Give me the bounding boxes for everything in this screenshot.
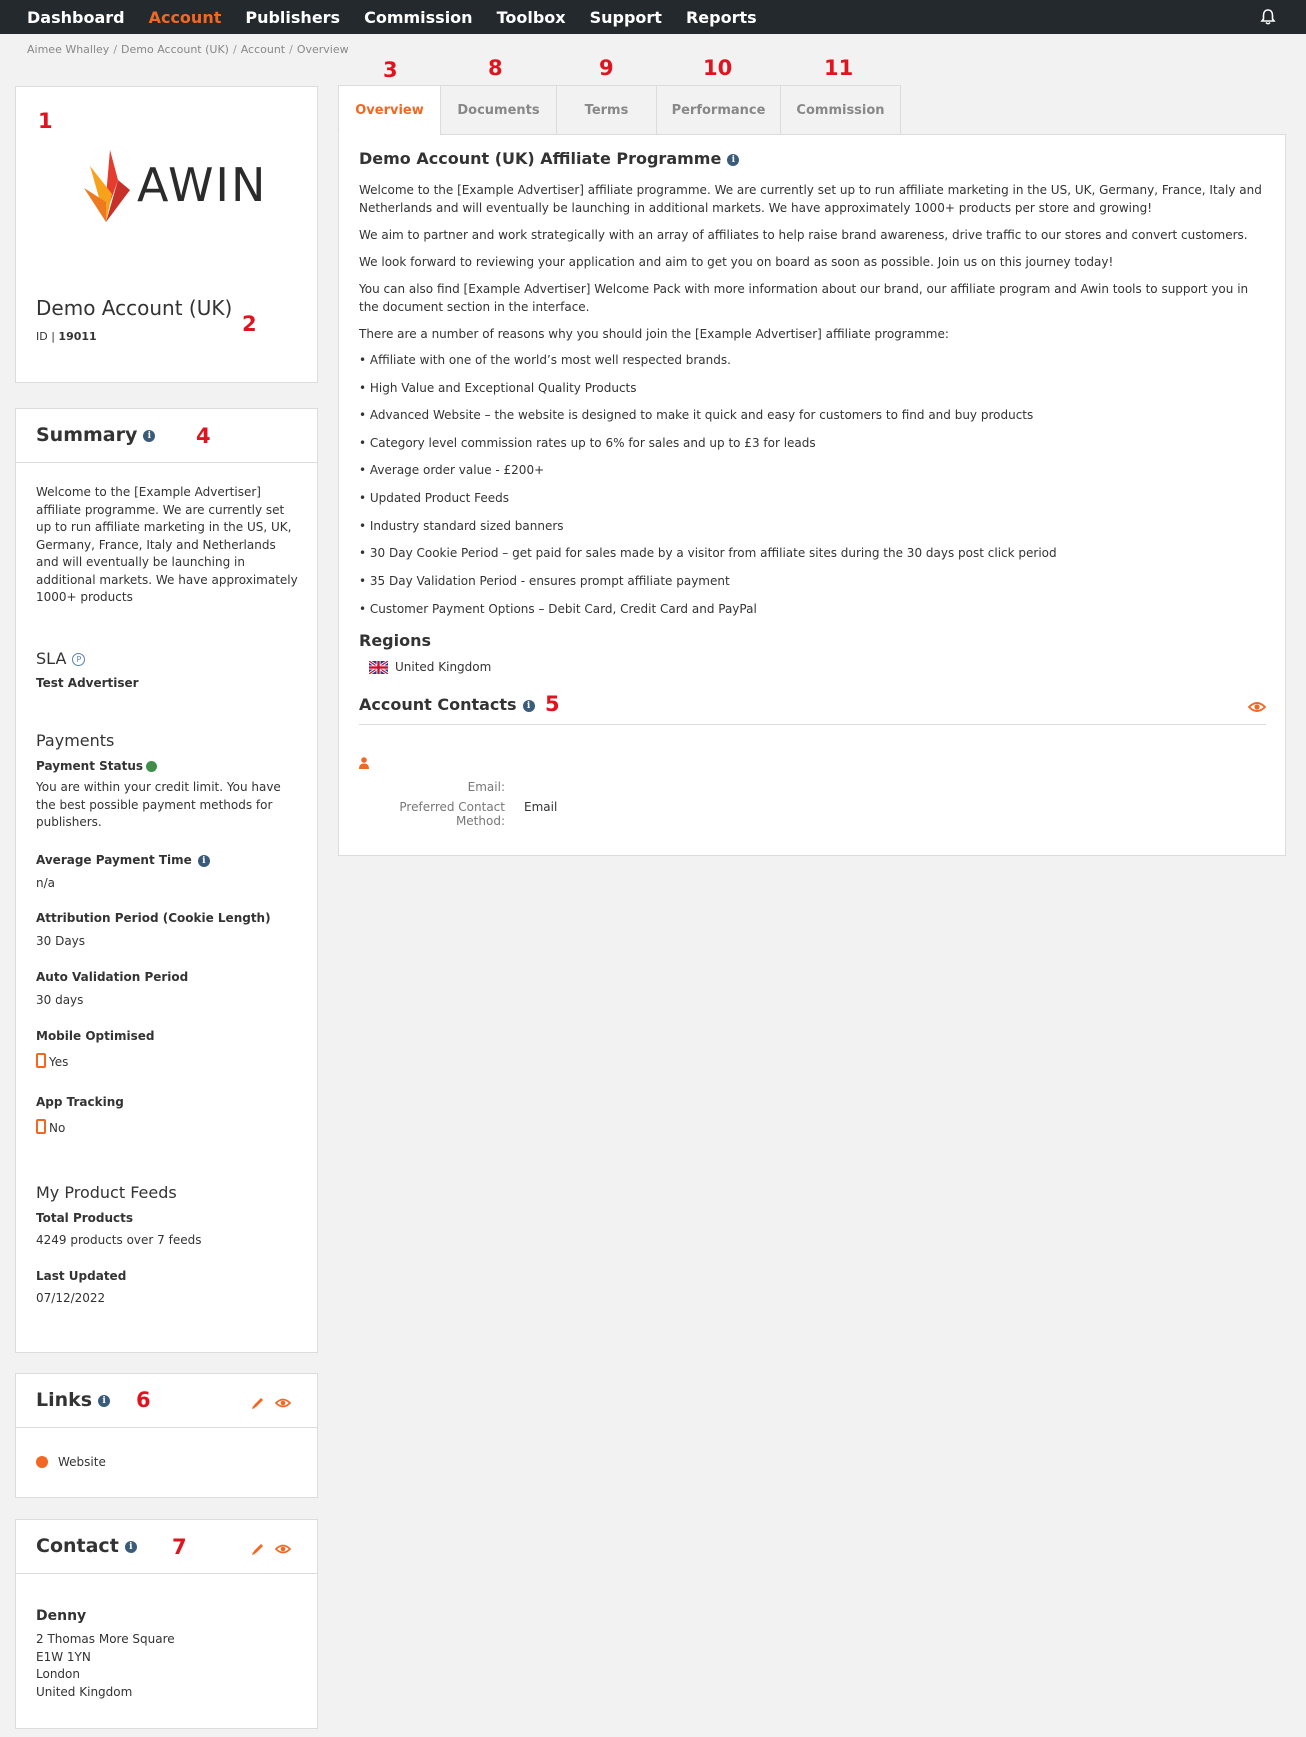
overview-paragraph: We look forward to reviewing your application and aim to get you on board as soon as possible. Join us on this journey today! — [359, 255, 1114, 269]
globe-icon — [36, 1456, 48, 1468]
account-id-label: ID | — [36, 330, 55, 343]
preferred-contact-value: Email — [524, 800, 558, 814]
annotation-9: 9 — [599, 56, 614, 80]
address-line: 2 Thomas More Square — [36, 1632, 175, 1646]
app-tracking-label: App Tracking — [36, 1095, 124, 1109]
region-item — [369, 660, 491, 674]
annotation-10: 10 — [703, 56, 733, 80]
summary-header — [16, 409, 317, 463]
payment-status-label: Payment Status — [36, 759, 157, 773]
annotation-1: 1 — [38, 109, 53, 133]
annotation-8: 8 — [488, 56, 503, 80]
summary-text: Welcome to the [Example Advertiser] affiliate programme. We are currently set up to run affiliate marketing in the US, UK, Germany, France, Italy and Netherlands and will eventually be launching in additional markets. We have approximately 1000+ products — [36, 485, 298, 604]
annotation-3: 3 — [383, 58, 398, 82]
app-tracking-value: No — [36, 1121, 65, 1136]
view-icon[interactable] — [1248, 700, 1266, 714]
benefit-item: • Industry standard sized banners — [359, 519, 564, 533]
payment-status-text: You are within your credit limit. You have the best possible payment methods for publishers. — [36, 780, 281, 829]
awin-logo — [84, 150, 268, 230]
programme-title: Demo Account (UK) Affiliate Programme i — [359, 149, 739, 168]
benefit-item: • 30 Day Cookie Period – get paid for sales made by a visitor from affiliate sites during the 30 days post click period — [359, 546, 1057, 560]
avg-payment-value: n/a — [36, 876, 56, 890]
auto-validation-value: 30 days — [36, 993, 84, 1007]
tab-documents[interactable]: Documents — [440, 85, 556, 135]
top-nav — [0, 0, 1306, 34]
edit-icon[interactable] — [251, 1542, 265, 1556]
links-title: Links i — [36, 1389, 110, 1411]
sla-value: Test Advertiser — [36, 676, 139, 690]
breadcrumb-overview: Overview — [296, 43, 349, 56]
last-updated-label: Last Updated — [36, 1269, 127, 1283]
avg-payment-label: Average Payment Time i — [36, 853, 210, 867]
benefit-item: • Average order value - £200+ — [359, 463, 545, 477]
nav-reports[interactable]: Reports — [685, 7, 757, 27]
nav-account[interactable]: Account — [148, 7, 222, 27]
overview-paragraph: We aim to partner and work strategically with an array of affiliates to help raise brand awareness, drive traffic to our stores and convert customers. — [359, 228, 1248, 242]
contact-name: Denny — [36, 1608, 87, 1624]
breadcrumb-account-name[interactable]: Demo Account (UK) — [121, 43, 229, 56]
info-icon[interactable]: i — [727, 154, 739, 166]
status-dot-icon — [146, 761, 157, 772]
links-header — [16, 1374, 317, 1428]
info-icon[interactable]: i — [198, 855, 210, 867]
breadcrumb-user[interactable]: Aimee Whalley — [27, 43, 110, 56]
benefit-item: • High Value and Exceptional Quality Products — [359, 381, 637, 395]
annotation-4: 4 — [196, 424, 211, 448]
preferred-contact-label: Preferred Contact Method: — [399, 800, 505, 828]
tab-commission[interactable]: Commission — [780, 85, 901, 135]
attribution-label: Attribution Period (Cookie Length) — [36, 911, 271, 925]
account-id — [36, 330, 97, 343]
view-icon[interactable] — [275, 1396, 291, 1410]
nav-support[interactable]: Support — [589, 7, 662, 27]
sla-title: SLA P — [36, 649, 85, 668]
address-line: United Kingdom — [36, 1684, 133, 1699]
attribution-value: 30 Days — [36, 934, 86, 948]
payments-title: Payments — [36, 731, 115, 750]
benefit-item: • Customer Payment Options – Debit Card, Credit Card and PayPal — [359, 602, 757, 616]
info-icon[interactable]: i — [143, 430, 155, 442]
benefit-item: • Category level commission rates up to 6% for sales and up to £3 for leads — [359, 436, 816, 450]
account-contacts-title: Account Contacts i — [359, 695, 535, 714]
mobile-phone-icon — [36, 1053, 46, 1068]
overview-paragraph: You can also find [Example Advertiser] Welcome Pack with more information about our brand, our affiliate program and Awin tools to support you in the document section in the interface. — [359, 282, 1249, 314]
overview-paragraph: Welcome to the [Example Advertiser] affiliate programme. We are currently set up to run affiliate marketing in the US, UK, Germany, France, Italy and Netherlands and will eventually be launching in additional markets. We have approximately 1000+ products per store and growing! — [359, 183, 1262, 215]
region-name: United Kingdom — [395, 660, 492, 674]
contact-title: Contact i — [36, 1535, 137, 1557]
benefit-item: • 35 Day Validation Period - ensures prompt affiliate payment — [359, 574, 730, 588]
address-line: E1W 1YN — [36, 1649, 91, 1664]
link-website[interactable] — [36, 1455, 106, 1469]
breadcrumb: Aimee Whalley / Demo Account (UK) / Account / Overview — [27, 43, 349, 56]
account-id-value: 19011 — [58, 330, 97, 343]
logo-text: AWIN — [137, 158, 268, 212]
contact-header — [16, 1520, 317, 1574]
nav-dashboard[interactable]: Dashboard — [27, 7, 125, 27]
tab-bar — [338, 85, 901, 135]
breadcrumb-account[interactable]: Account — [240, 43, 286, 56]
mobile-value: Yes — [36, 1055, 68, 1070]
tab-performance[interactable]: Performance — [656, 85, 780, 135]
nav-publishers[interactable]: Publishers — [245, 7, 341, 27]
account-name: Demo Account (UK) — [36, 296, 233, 320]
tab-overview[interactable]: Overview — [338, 85, 440, 135]
account-card — [15, 86, 318, 383]
address-line: London — [36, 1667, 80, 1681]
auto-validation-label: Auto Validation Period — [36, 970, 189, 984]
summary-title: Summary i — [36, 424, 155, 446]
benefit-item: • Affiliate with one of the world’s most well respected brands. — [359, 353, 731, 367]
annotation-5: 5 — [545, 692, 560, 716]
edit-icon[interactable] — [251, 1396, 265, 1410]
mobile-label: Mobile Optimised — [36, 1029, 155, 1043]
nav-commission[interactable]: Commission — [364, 7, 473, 27]
total-products-value: 4249 products over 7 feeds — [36, 1233, 202, 1247]
link-website-label[interactable]: Website — [58, 1455, 106, 1469]
benefit-item: • Updated Product Feeds — [359, 491, 510, 505]
regions-title: Regions — [359, 631, 432, 650]
email-label: Email: — [467, 780, 505, 794]
annotation-11: 11 — [824, 56, 854, 80]
overview-panel — [338, 134, 1286, 856]
awin-flame-icon — [84, 150, 136, 226]
annotation-2: 2 — [242, 312, 257, 336]
total-products-label: Total Products — [36, 1211, 134, 1225]
summary-card — [15, 408, 318, 1353]
last-updated-value: 07/12/2022 — [36, 1291, 106, 1305]
contact-card — [15, 1519, 318, 1729]
annotation-7: 7 — [172, 1535, 187, 1559]
benefit-item: • Advanced Website – the website is designed to make it quick and easy for customers to find and buy products — [359, 408, 1034, 422]
nav-toolbox[interactable]: Toolbox — [496, 7, 566, 27]
links-card — [15, 1373, 318, 1498]
annotation-6: 6 — [136, 1388, 151, 1412]
info-icon[interactable]: i — [125, 1541, 137, 1553]
tab-terms[interactable]: Terms — [556, 85, 656, 135]
premium-icon: P — [72, 653, 85, 666]
mobile-phone-icon — [36, 1119, 46, 1134]
account-contacts-header — [359, 695, 1266, 725]
feeds-title: My Product Feeds — [36, 1183, 177, 1202]
contact-address — [36, 1631, 175, 1701]
info-icon[interactable]: i — [523, 700, 535, 712]
info-icon[interactable]: i — [98, 1395, 110, 1407]
overview-paragraph: There are a number of reasons why you should join the [Example Advertiser] affiliate programme: — [359, 327, 949, 341]
bell-icon[interactable] — [1258, 7, 1278, 27]
view-icon[interactable] — [275, 1542, 291, 1556]
uk-flag-icon — [369, 661, 388, 674]
person-icon — [359, 757, 369, 769]
